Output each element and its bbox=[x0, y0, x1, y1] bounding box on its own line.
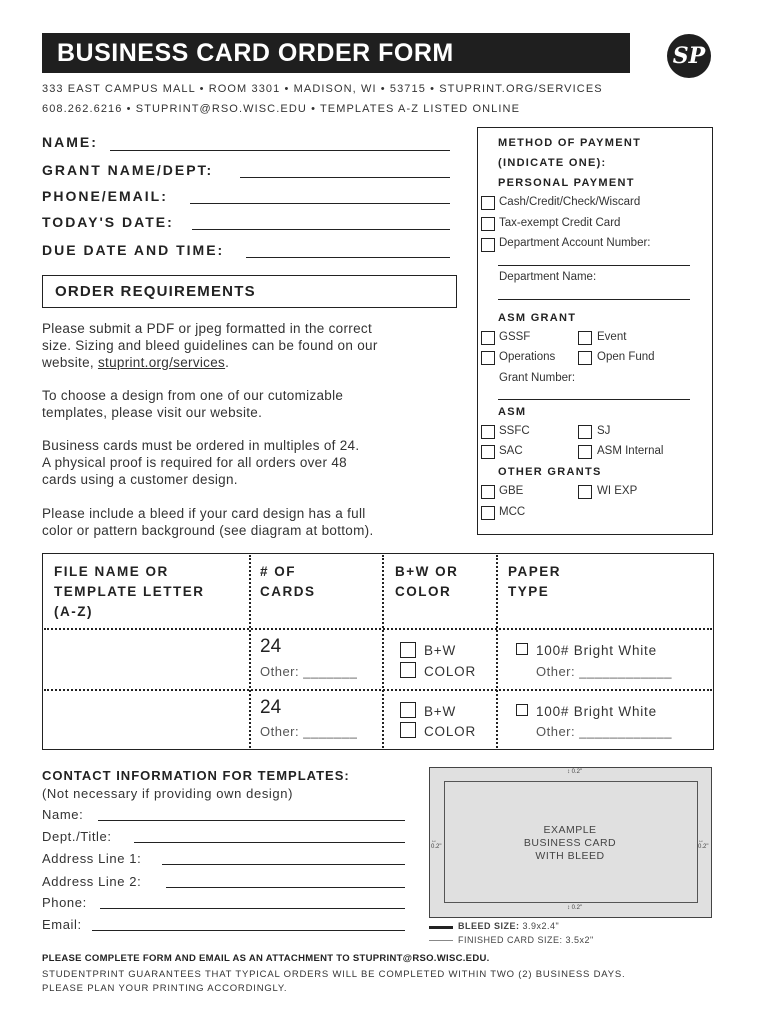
requirements-paragraph-2: To choose a design from one of our cutomizable templates, please visit our website. bbox=[42, 388, 344, 420]
bw-label-1: B+W bbox=[424, 643, 457, 658]
logo-text: SP bbox=[672, 43, 706, 69]
mcc-label: MCC bbox=[499, 506, 526, 518]
gbe-checkbox[interactable] bbox=[481, 485, 495, 499]
date-label: TODAY'S DATE: bbox=[42, 214, 174, 230]
paper-label-2: 100# Bright White bbox=[536, 704, 657, 719]
stuprint-logo bbox=[665, 32, 713, 80]
sac-label: SAC bbox=[499, 445, 523, 457]
left-margin-label: ↔ 0.2" bbox=[431, 838, 442, 850]
paper-label-1: 100# Bright White bbox=[536, 643, 657, 658]
mcc-checkbox[interactable] bbox=[481, 506, 495, 520]
due-label: DUE DATE AND TIME: bbox=[42, 242, 225, 258]
paper-checkbox-1[interactable] bbox=[516, 643, 528, 655]
color-checkbox-1[interactable] bbox=[400, 662, 416, 678]
operations-label: Operations bbox=[499, 351, 556, 363]
gssf-label: GSSF bbox=[499, 331, 531, 343]
dept-name-label: Department Name: bbox=[499, 271, 597, 283]
ssfc-label: SSFC bbox=[499, 425, 530, 437]
asm-internal-label: ASM Internal bbox=[597, 445, 664, 457]
gbe-label: GBE bbox=[499, 485, 524, 497]
page-title: BUSINESS CARD ORDER FORM bbox=[42, 33, 630, 73]
asm-grant-heading: ASM GRANT bbox=[498, 312, 577, 324]
payment-heading: METHOD OF PAYMENT bbox=[498, 137, 642, 149]
contact-subheading: (Not necessary if providing own design) bbox=[42, 786, 294, 801]
bw-checkbox-2[interactable] bbox=[400, 702, 416, 718]
operations-checkbox[interactable] bbox=[481, 351, 495, 365]
address-line-2: 608.262.6216 • STUPRINT@RSO.WISC.EDU • TEMPLATES A-Z LISTED ONLINE bbox=[42, 103, 521, 115]
file-name-cell-1[interactable] bbox=[46, 632, 246, 686]
asm-heading: ASM bbox=[498, 406, 527, 418]
contact-name-field[interactable] bbox=[98, 820, 405, 821]
requirements-paragraph-4: Please include a bleed if your card design has a full color or pattern background (see diagram at bottom). bbox=[42, 506, 374, 538]
name-field[interactable] bbox=[110, 150, 450, 151]
contact-email-field[interactable] bbox=[92, 930, 405, 931]
event-label: Event bbox=[597, 331, 627, 343]
cards-other-2[interactable]: Other: _______ bbox=[260, 724, 358, 739]
sj-checkbox[interactable] bbox=[578, 425, 592, 439]
finished-legend-swatch bbox=[429, 940, 453, 941]
contact-addr1-field[interactable] bbox=[162, 864, 405, 865]
contact-title-field[interactable] bbox=[134, 842, 405, 843]
contact-phone-field[interactable] bbox=[100, 908, 405, 909]
asm-internal-checkbox[interactable] bbox=[578, 445, 592, 459]
col-header-paper: PAPER TYPE bbox=[508, 564, 562, 599]
table-divider bbox=[249, 555, 251, 748]
contact-heading: CONTACT INFORMATION FOR TEMPLATES: bbox=[42, 768, 350, 783]
paper-other-1[interactable]: Other: ____________ bbox=[536, 664, 672, 679]
event-checkbox[interactable] bbox=[578, 331, 592, 345]
due-field[interactable] bbox=[246, 257, 450, 258]
requirements-paragraph-3: Business cards must be ordered in multiples of 24. A physical proof is required for all orders over 48 cards using a customer design. bbox=[42, 438, 360, 487]
open-fund-label: Open Fund bbox=[597, 351, 655, 363]
order-requirements-title: ORDER REQUIREMENTS bbox=[55, 283, 256, 300]
date-field[interactable] bbox=[192, 229, 450, 230]
phone-label: PHONE/EMAIL: bbox=[42, 188, 168, 204]
cards-value-1: 24 bbox=[260, 636, 282, 657]
contact-name-label: Name: bbox=[42, 807, 84, 822]
contact-addr2-label: Address Line 2: bbox=[42, 874, 142, 889]
personal-payment-heading: PERSONAL PAYMENT bbox=[498, 177, 635, 189]
dept-account-field[interactable] bbox=[498, 265, 690, 266]
col-header-color: B+W OR COLOR bbox=[395, 564, 459, 599]
contact-email-label: Email: bbox=[42, 917, 82, 932]
color-label-2: COLOR bbox=[424, 724, 477, 739]
bleed-diagram bbox=[429, 767, 712, 918]
order-requirements-header bbox=[42, 275, 457, 308]
requirements-paragraph-1: Please submit a PDF or jpeg formatted in the correct size. Sizing and bleed guidelines can be found on our website, stuprint.org/services. bbox=[42, 321, 378, 370]
cash-checkbox[interactable] bbox=[481, 196, 495, 210]
color-label-1: COLOR bbox=[424, 664, 477, 679]
contact-phone-label: Phone: bbox=[42, 895, 87, 910]
table-divider bbox=[382, 555, 384, 748]
dept-account-checkbox[interactable] bbox=[481, 238, 495, 252]
open-fund-checkbox[interactable] bbox=[578, 351, 592, 365]
cash-label: Cash/Credit/Check/Wiscard bbox=[499, 196, 641, 208]
stuprint-services-link[interactable]: stuprint.org/services bbox=[97, 355, 226, 370]
cards-other-1[interactable]: Other: _______ bbox=[260, 664, 358, 679]
bw-label-2: B+W bbox=[424, 704, 457, 719]
name-label: NAME: bbox=[42, 134, 98, 150]
dept-account-label: Department Account Number: bbox=[499, 237, 651, 249]
wi-exp-checkbox[interactable] bbox=[578, 485, 592, 499]
ssfc-checkbox[interactable] bbox=[481, 425, 495, 439]
sj-label: SJ bbox=[597, 425, 611, 437]
table-divider bbox=[44, 628, 712, 630]
col-header-cards: # OF CARDS bbox=[260, 564, 316, 599]
grant-field[interactable] bbox=[240, 177, 450, 178]
contact-addr2-field[interactable] bbox=[166, 887, 405, 888]
table-divider bbox=[44, 689, 712, 691]
contact-addr1-label: Address Line 1: bbox=[42, 851, 142, 866]
dept-name-field[interactable] bbox=[498, 299, 690, 300]
bleed-size-legend: BLEED SIZE: 3.9x2.4" bbox=[458, 921, 560, 931]
paper-checkbox-2[interactable] bbox=[516, 704, 528, 716]
finished-size-legend: FINISHED CARD SIZE: 3.5x2" bbox=[458, 935, 594, 945]
color-checkbox-2[interactable] bbox=[400, 722, 416, 738]
address-line-1: 333 EAST CAMPUS MALL • ROOM 3301 • MADISON, WI • 53715 • STUPRINT.ORG/SERVICES bbox=[42, 83, 603, 95]
other-grants-heading: OTHER GRANTS bbox=[498, 466, 602, 478]
paper-other-2[interactable]: Other: ____________ bbox=[536, 724, 672, 739]
grant-label: GRANT NAME/DEPT: bbox=[42, 162, 214, 178]
col-header-file: FILE NAME OR TEMPLATE LETTER (A-Z) bbox=[54, 564, 205, 619]
top-margin-label: ↕ 0.2" bbox=[567, 769, 583, 775]
gssf-checkbox[interactable] bbox=[481, 331, 495, 345]
table-divider bbox=[496, 555, 498, 748]
footer-instruction: PLEASE COMPLETE FORM AND EMAIL AS AN ATTACHMENT TO STUPRINT@RSO.WISC.EDU. bbox=[42, 953, 490, 964]
diagram-label: EXAMPLE BUSINESS CARD WITH BLEED bbox=[523, 824, 617, 862]
footer-guarantee: STUDENTPRINT GUARANTEES THAT TYPICAL ORDERS WILL BE COMPLETED WITHIN TWO (2) BUSINESS DAYS. PLEASE PLAN YOUR PRINTING ACCORDINGLY. bbox=[42, 969, 626, 994]
sac-checkbox[interactable] bbox=[481, 445, 495, 459]
right-margin-label: ↔ 0.2" bbox=[698, 838, 709, 850]
bleed-legend-swatch bbox=[429, 926, 453, 929]
cards-value-2: 24 bbox=[260, 697, 282, 718]
file-name-cell-2[interactable] bbox=[46, 693, 246, 747]
grant-number-field[interactable] bbox=[498, 399, 690, 400]
payment-heading-2: (INDICATE ONE): bbox=[498, 157, 607, 169]
grant-number-label: Grant Number: bbox=[499, 372, 576, 384]
wi-exp-label: WI EXP bbox=[597, 485, 638, 497]
tax-exempt-checkbox[interactable] bbox=[481, 217, 495, 231]
bottom-margin-label: ↕ 0.2" bbox=[567, 905, 583, 911]
phone-field[interactable] bbox=[190, 203, 450, 204]
contact-title-label: Dept./Title: bbox=[42, 829, 112, 844]
bw-checkbox-1[interactable] bbox=[400, 642, 416, 658]
tax-exempt-label: Tax-exempt Credit Card bbox=[499, 217, 621, 229]
